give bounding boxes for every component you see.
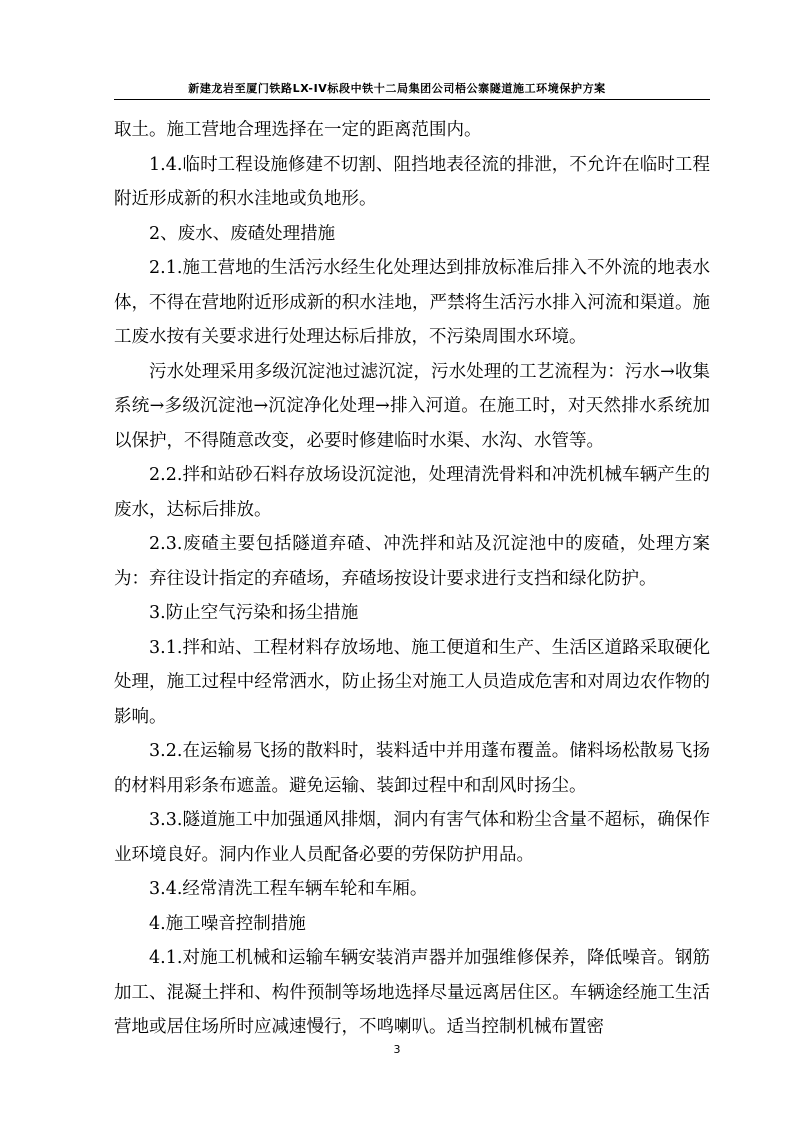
paragraph: 3.1.拌和站、工程材料存放场地、施工便道和生产、生活区道路采取硬化处理，施工过程中经常洒水，防止扬尘对施工人员造成危害和对周边农作物的影响。: [114, 637, 710, 727]
paragraph: 污水处理采用多级沉淀池过滤沉淀，污水处理的工艺流程为：污水→收集系统→多级沉淀池→沉淀净化处理→排入河道。在施工时，对天然排水系统加以保护，不得随意改变，必要时修建临时水渠、水沟、水管等。: [114, 361, 710, 451]
paragraph: 2.3.废碴主要包括隧道弃碴、冲洗拌和站及沉淀池中的废碴，处理方案为：弃往设计指定的弃碴场，弃碴场按设计要求进行支挡和绿化防护。: [114, 534, 710, 589]
header-divider: [114, 99, 710, 100]
section-heading: 2、废水、废碴处理措施: [149, 223, 336, 244]
paragraph: 3.3.隧道施工中加强通风排烟，洞内有害气体和粉尘含量不超标，确保作业环境良好。洞内作业人员配备必要的劳保防护用品。: [114, 810, 710, 865]
page-number: 3: [393, 1043, 401, 1056]
paragraph: 3.2.在运输易飞扬的散料时，装料适中并用蓬布覆盖。储料场松散易飞扬的材料用彩条布遮盖。避免运输、装卸过程中和刮风时扬尘。: [114, 741, 710, 796]
paragraph: 2.2.拌和站砂石料存放场设沉淀池，处理清洗骨料和冲洗机械车辆产生的废水，达标后排放。: [114, 465, 710, 520]
paragraph: 2.1.施工营地的生活污水经生化处理达到排放标准后排入不外流的地表水体，不得在营地附近形成新的积水洼地，严禁将生活污水排入河流和渠道。施工废水按有关要求进行处理达标后排放，不污染周围水环境。: [114, 258, 710, 347]
paragraph: 3.4.经常清洗工程车辆车轮和车厢。: [149, 879, 428, 899]
page-header: 新建龙岩至厦门铁路LX-IV标段中铁十二局集团公司梧公寨隧道施工环境保护方案: [188, 82, 606, 95]
paragraph: 1.4.临时工程设施修建不切割、阻挡地表径流的排泄，不允许在临时工程附近形成新的积水洼地或负地形。: [114, 154, 710, 209]
paragraph: 取土。施工营地合理选择在一定的距离范围内。: [114, 120, 482, 140]
document-body: [114, 113, 710, 1045]
section-heading: 3.防止空气污染和扬尘措施: [149, 603, 359, 623]
paragraph: 4.1.对施工机械和运输车辆安装消声器并加强维修保养，降低噪音。钢筋加工、混凝土拌和、构件预制等场地选择尽量远离居住区。车辆途经施工生活营地或居住场所时应减速慢行，不鸣喇叭。适当控制机械布置密: [114, 948, 710, 1037]
section-heading: 4.施工噪音控制措施: [149, 913, 306, 934]
